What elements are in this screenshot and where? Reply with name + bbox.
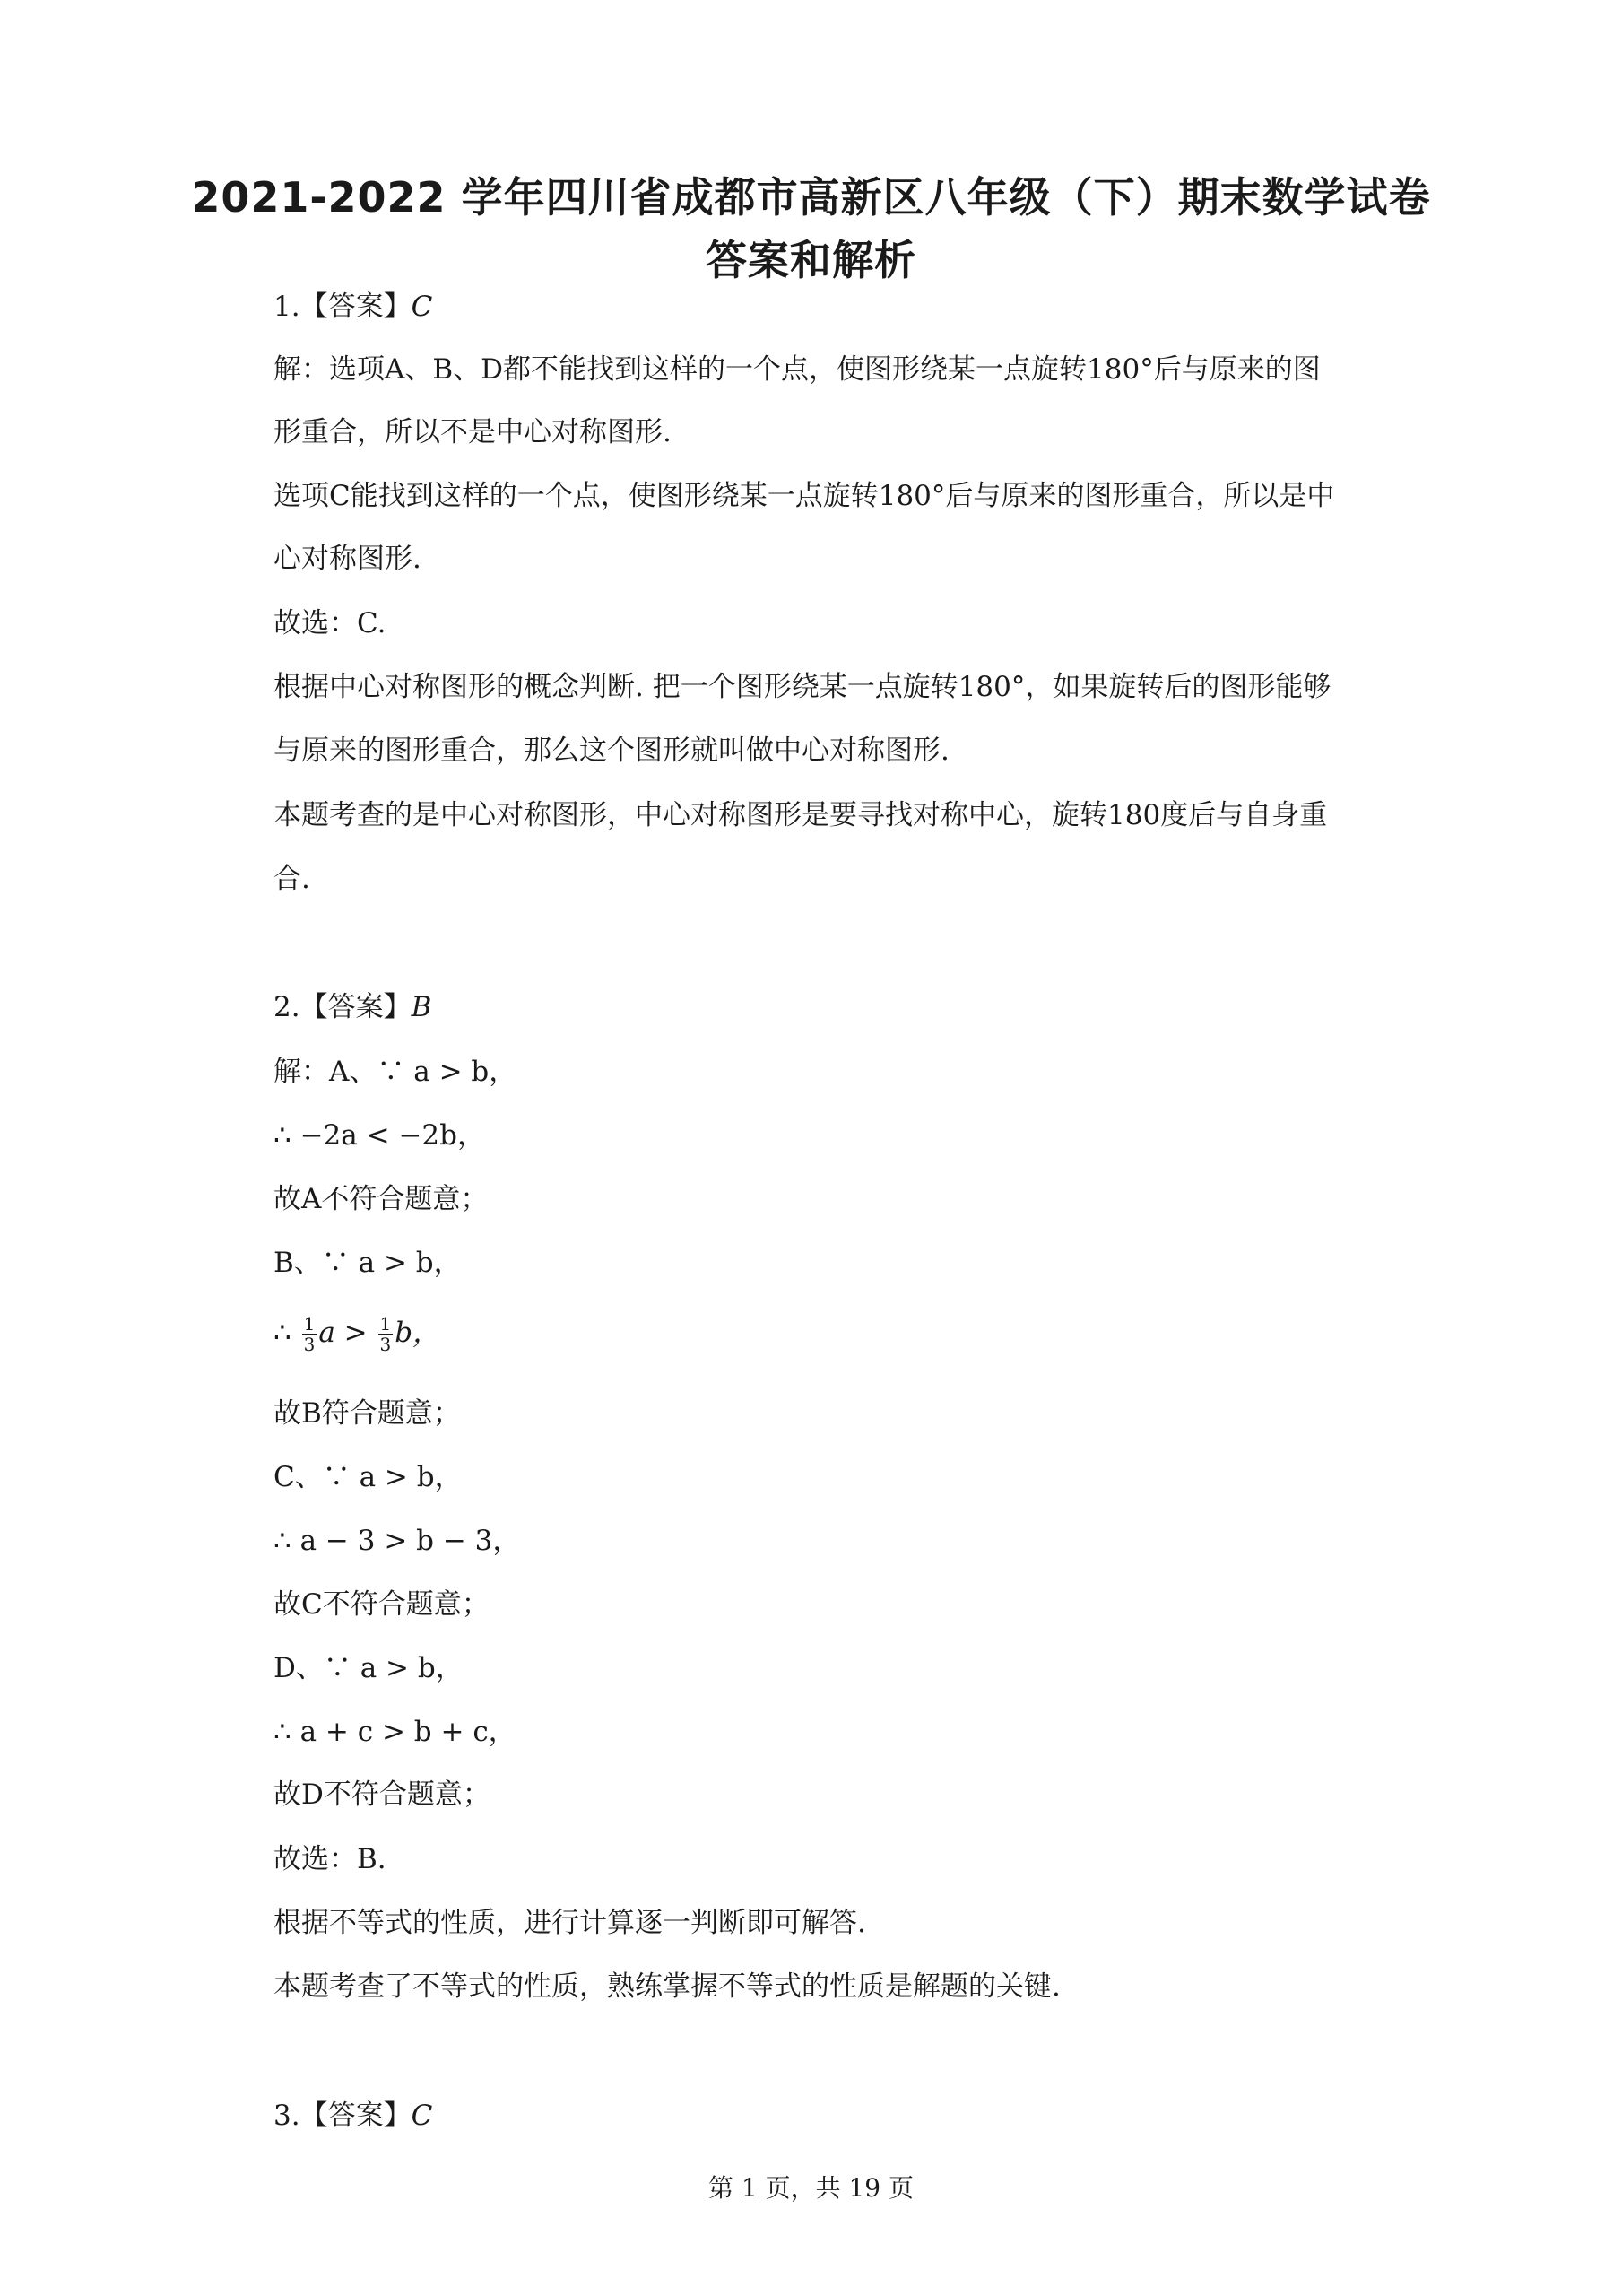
q2-line-10: D、∵ a > b， xyxy=(273,1652,464,1684)
page-footer: 第 1 页，共 19 页 xyxy=(707,2173,915,2203)
q3-answer-heading xyxy=(273,2102,432,2130)
q3-answer-value: C xyxy=(411,2100,433,2132)
q2-line-5-therefore: ∴ xyxy=(273,1317,291,1349)
q2-answer-label: 2.【答案】 xyxy=(273,991,412,1023)
q1-line-8: 本题考查的是中心对称图形，中心对称图形是要寻找对称中心，旋转180度后与自身重 xyxy=(273,799,1328,831)
q2-line-6: 故B符合题意； xyxy=(273,1397,461,1430)
q1-line-1: 解：选项A、B、D都不能找到这样的一个点，使图形绕某一点旋转180°后与原来的图 xyxy=(273,353,1321,386)
q2-line-4: B、∵ a > b， xyxy=(273,1247,462,1279)
q2-line-8: ∴ a − 3 > b − 3， xyxy=(273,1525,521,1557)
q2-line-11: ∴ a + c > b + c， xyxy=(273,1716,516,1748)
q1-line-3: 选项C能找到这样的一个点，使图形绕某一点旋转180°后与原来的图形重合，所以是中 xyxy=(273,480,1335,512)
q2-answer-value: B xyxy=(411,991,432,1023)
q1-line-4: 心对称图形. xyxy=(273,543,421,575)
q2-line-3: 故A不符合题意； xyxy=(273,1183,489,1215)
fraction-denominator-2: 3 xyxy=(379,1334,392,1355)
q1-line-9: 合. xyxy=(273,863,310,895)
q2-line-7: C、∵ a > b， xyxy=(273,1461,463,1493)
q2-line-2: ∴ −2a < −2b， xyxy=(273,1119,485,1152)
document-title-line-1: 2021-2022 学年四川省成都市高新区八年级（下）期末数学试卷 xyxy=(191,173,1431,222)
q2-line-5 xyxy=(273,1315,440,1353)
fraction-numerator-2: 1 xyxy=(379,1313,392,1335)
q1-answer-heading xyxy=(273,293,432,321)
q2-line-12: 故D不符合题意； xyxy=(273,1779,490,1811)
fraction-one-third-2 xyxy=(378,1315,394,1353)
q2-line-5-middle: a > xyxy=(318,1317,368,1349)
q2-line-9: 故C不符合题意； xyxy=(273,1588,490,1621)
q1-line-7: 与原来的图形重合，那么这个图形就叫做中心对称图形. xyxy=(273,735,950,767)
document-title-line-2: 答案和解析 xyxy=(706,236,916,284)
q2-answer-heading xyxy=(273,991,432,1023)
q2-line-13: 故选：B. xyxy=(273,1843,386,1875)
q2-line-14: 根据不等式的性质，进行计算逐一判断即可解答. xyxy=(273,1907,866,1939)
q1-line-5: 故选：C. xyxy=(273,607,386,639)
q1-line-6: 根据中心对称图形的概念判断. 把一个图形绕某一点旋转180°，如果旋转后的图形能够 xyxy=(273,671,1331,703)
q1-answer-label: 1.【答案】 xyxy=(273,291,412,323)
fraction-one-third xyxy=(302,1315,317,1353)
q2-line-15: 本题考查了不等式的性质，熟练掌握不等式的性质是解题的关键. xyxy=(273,1970,1061,2003)
q3-answer-label: 3.【答案】 xyxy=(273,2100,412,2132)
q1-answer-value: C xyxy=(411,291,433,323)
q2-line-1: 解：A、∵ a > b， xyxy=(273,1056,517,1088)
q1-line-2: 形重合，所以不是中心对称图形. xyxy=(273,416,672,448)
fraction-numerator: 1 xyxy=(303,1313,316,1335)
fraction-denominator: 3 xyxy=(303,1334,316,1355)
q2-line-5-end: b， xyxy=(395,1317,441,1349)
